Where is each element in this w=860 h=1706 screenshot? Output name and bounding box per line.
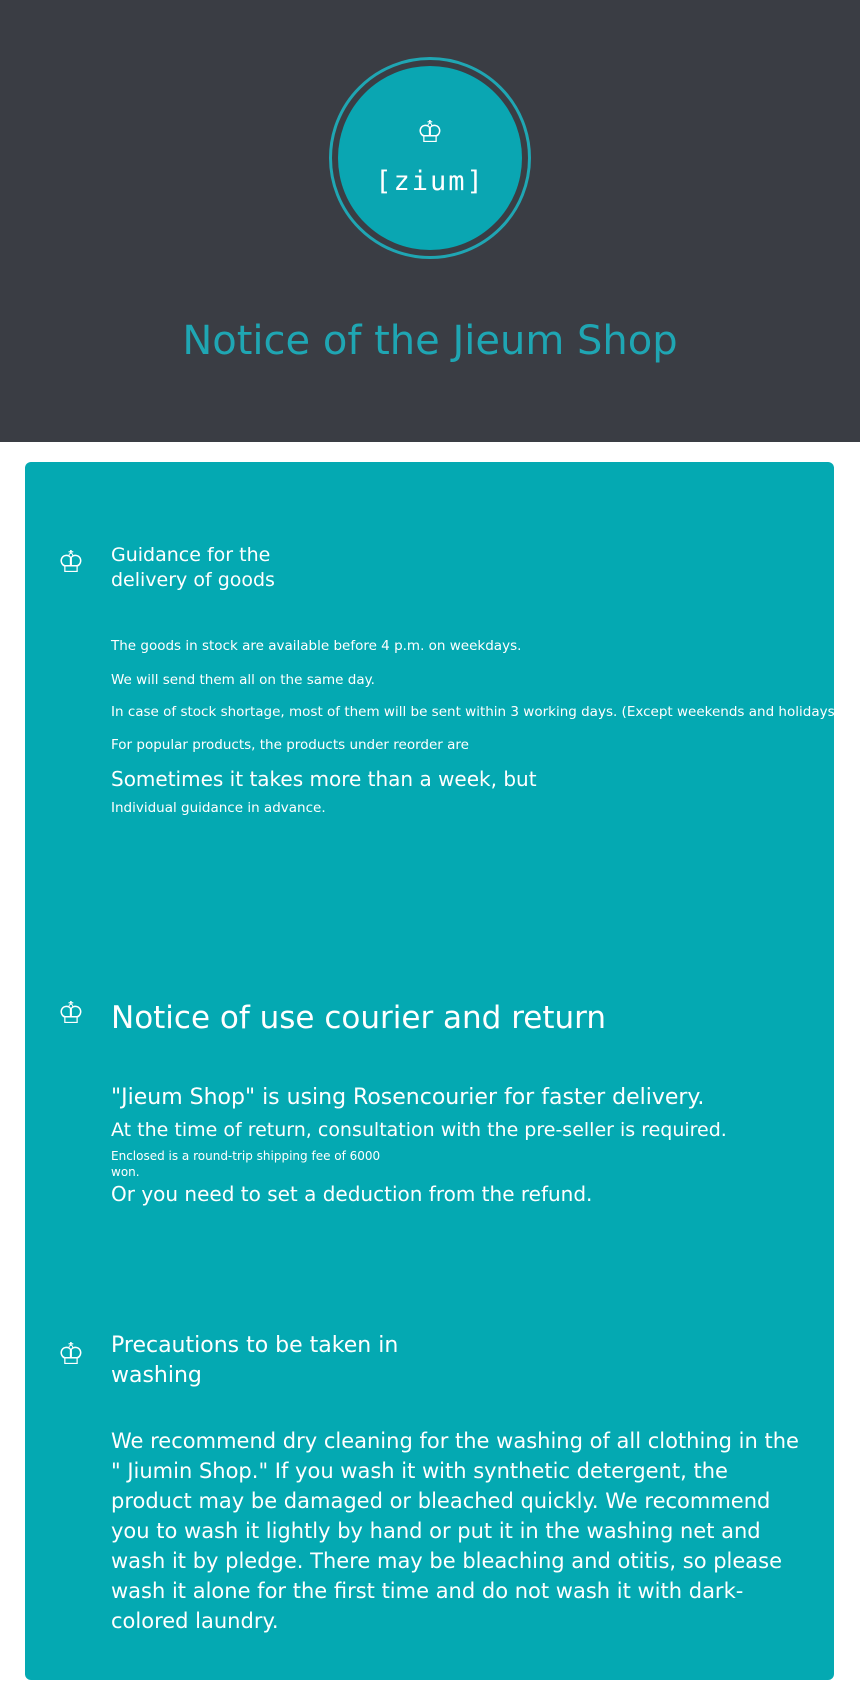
courier-line: Enclosed is a round-trip shipping fee of 6000 xyxy=(111,1149,381,1163)
washing-title-line1: Precautions to be taken in xyxy=(111,1333,399,1358)
washing-body: We recommend dry cleaning for the washing of all clothing in the " Jiumin Shop." If you wash it with synthetic detergent, the product may be damaged or bleached quickly. We recommend you to wash it lightly by hand or put it in the washing net and wash it by pledge. There may be bleaching and otitis, so please wash it alone for the first time and do not wash it with dark-colored laundry. xyxy=(111,1429,799,1633)
courier-line: Or you need to set a deduction from the refund. xyxy=(111,1182,593,1206)
page-title: Notice of the Jieum Shop xyxy=(182,318,678,364)
courier-title: Notice of use courier and return xyxy=(111,1000,607,1036)
delivery-line: The goods in stock are available before 4 p.m. on weekdays. xyxy=(111,638,522,654)
logo[interactable] xyxy=(338,66,522,250)
crown-icon: ♔ xyxy=(416,115,444,150)
courier-line: "Jieum Shop" is using Rosencourier for faster delivery. xyxy=(111,1085,705,1110)
delivery-title-line1: Guidance for the xyxy=(111,544,271,566)
delivery-line: Individual guidance in advance. xyxy=(111,800,326,816)
delivery-line: We will send them all on the same day. xyxy=(111,672,375,688)
delivery-line: Sometimes it takes more than a week, but xyxy=(111,767,537,791)
courier-line: won. xyxy=(111,1165,140,1179)
delivery-line: In case of stock shortage, most of them will be sent within 3 working days. (Except weekends and holidays) xyxy=(111,704,840,720)
washing-title-line2: washing xyxy=(111,1363,202,1388)
page-header xyxy=(0,0,860,442)
crown-icon: ♔ xyxy=(57,1337,85,1372)
courier-line: At the time of return, consultation with the pre-seller is required. xyxy=(111,1119,727,1141)
crown-icon: ♔ xyxy=(57,545,85,580)
delivery-title xyxy=(111,543,275,593)
delivery-title-line2: delivery of goods xyxy=(111,569,275,591)
logo-text: [zium] xyxy=(375,166,485,197)
delivery-line: For popular products, the products under reorder are xyxy=(111,737,469,753)
notice-panel xyxy=(25,462,840,1680)
washing-title xyxy=(111,1331,398,1391)
crown-icon: ♔ xyxy=(57,996,85,1031)
